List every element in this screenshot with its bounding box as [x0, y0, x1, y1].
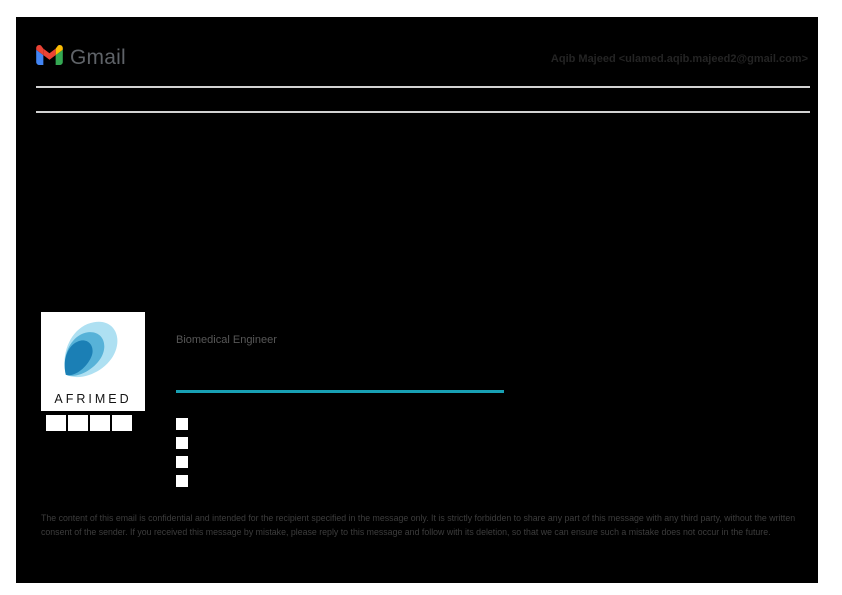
from-address: Aqib Majeed <ulamed.aqib.majeed2@gmail.com>	[550, 53, 808, 65]
contact-icon-placeholder-4	[176, 475, 188, 487]
email-page	[16, 17, 818, 583]
header-divider-bottom	[36, 111, 810, 113]
signature-divider	[176, 390, 504, 393]
gmail-wordmark: Gmail	[70, 45, 126, 69]
afrimed-wordmark: AFRIMED	[54, 392, 132, 406]
social-icon-placeholder-4	[112, 415, 132, 431]
social-icon-placeholder-1	[46, 415, 66, 431]
contact-icon-placeholder-3	[176, 456, 188, 468]
social-icon-placeholder-row	[46, 415, 132, 431]
header-divider-top	[36, 86, 810, 88]
contact-icon-placeholder-2	[176, 437, 188, 449]
gmail-logo	[36, 45, 126, 70]
contact-icon-placeholder-1	[176, 418, 188, 430]
social-icon-placeholder-2	[68, 415, 88, 431]
company-logo-card	[41, 312, 145, 411]
signature-role: Biomedical Engineer	[176, 334, 277, 346]
gmail-m-icon	[36, 45, 63, 70]
confidentiality-disclaimer: The content of this email is confidential and intended for the recipient specified in the message only. It is strictly forbidden to share any part of this message with any third party, without the written consent of the sender. If you received this message by mistake, please reply to this message and follow with its deletion, so that we can ensure such a mistake does not occur in the future.	[41, 513, 796, 537]
social-icon-placeholder-3	[90, 415, 110, 431]
